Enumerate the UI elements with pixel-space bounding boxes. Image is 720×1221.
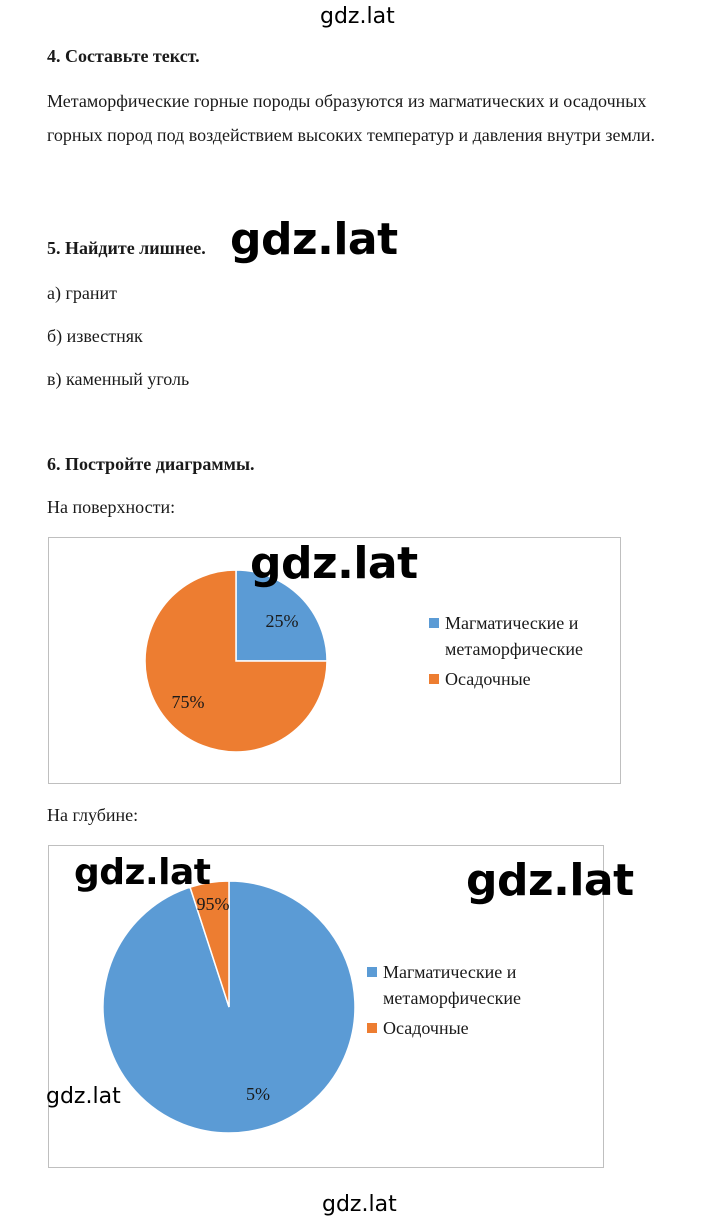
legend-swatch-blue bbox=[429, 618, 439, 628]
task4-heading: 4. Составьте текст. bbox=[47, 46, 200, 66]
legend-swatch-blue-2 bbox=[367, 967, 377, 977]
watermark-chart2-right: gdz.lat bbox=[466, 855, 634, 906]
chart-depth-label-1: 5% bbox=[246, 1084, 270, 1104]
chart-surface-label-1: 75% bbox=[171, 692, 205, 712]
legend-label-sedimentary-2: Осадочные bbox=[383, 1018, 469, 1038]
legend-label-igneous-line1-2: Магматические и bbox=[383, 962, 517, 982]
chart-depth-label-0: 95% bbox=[196, 894, 230, 914]
chart-surface-legend bbox=[429, 610, 583, 692]
watermark-bottom: gdz.lat bbox=[322, 1192, 397, 1217]
label-surface: На поверхности: bbox=[47, 497, 176, 517]
legend-item-igneous bbox=[429, 610, 583, 662]
legend-label-igneous-line1: Магматические и bbox=[445, 613, 579, 633]
watermark-task5: gdz.lat bbox=[230, 214, 398, 265]
legend-label-igneous-line2: метаморфические bbox=[445, 639, 583, 659]
legend-swatch-orange bbox=[429, 674, 439, 684]
legend-item-igneous-2 bbox=[367, 959, 521, 1011]
task6-heading: 6. Постройте диаграммы. bbox=[47, 454, 255, 474]
task5-heading: 5. Найдите лишнее. bbox=[47, 238, 206, 258]
chart-depth-legend bbox=[367, 959, 521, 1041]
option-a: а) гранит bbox=[47, 283, 117, 303]
watermark-top: gdz.lat bbox=[320, 4, 395, 29]
option-b: б) известняк bbox=[47, 326, 143, 346]
legend-label-sedimentary: Осадочные bbox=[445, 669, 531, 689]
watermark-chart2-left: gdz.lat bbox=[74, 852, 211, 893]
chart-surface-label-0: 25% bbox=[265, 611, 299, 631]
legend-swatch-orange-2 bbox=[367, 1023, 377, 1033]
legend-item-sedimentary bbox=[429, 666, 583, 692]
legend-item-sedimentary-2 bbox=[367, 1015, 521, 1041]
watermark-chart2-bottom-left: gdz.lat bbox=[46, 1084, 121, 1109]
option-c: в) каменный уголь bbox=[47, 369, 190, 389]
legend-label-igneous-line2-2: метаморфические bbox=[383, 988, 521, 1008]
watermark-chart1: gdz.lat bbox=[250, 538, 418, 589]
label-depth: На глубине: bbox=[47, 805, 139, 825]
task4-text: Метаморфические горные породы образуются из магматических и осадочных горных пород под воздействием высоких температур и давления внутри земли. bbox=[47, 91, 656, 145]
